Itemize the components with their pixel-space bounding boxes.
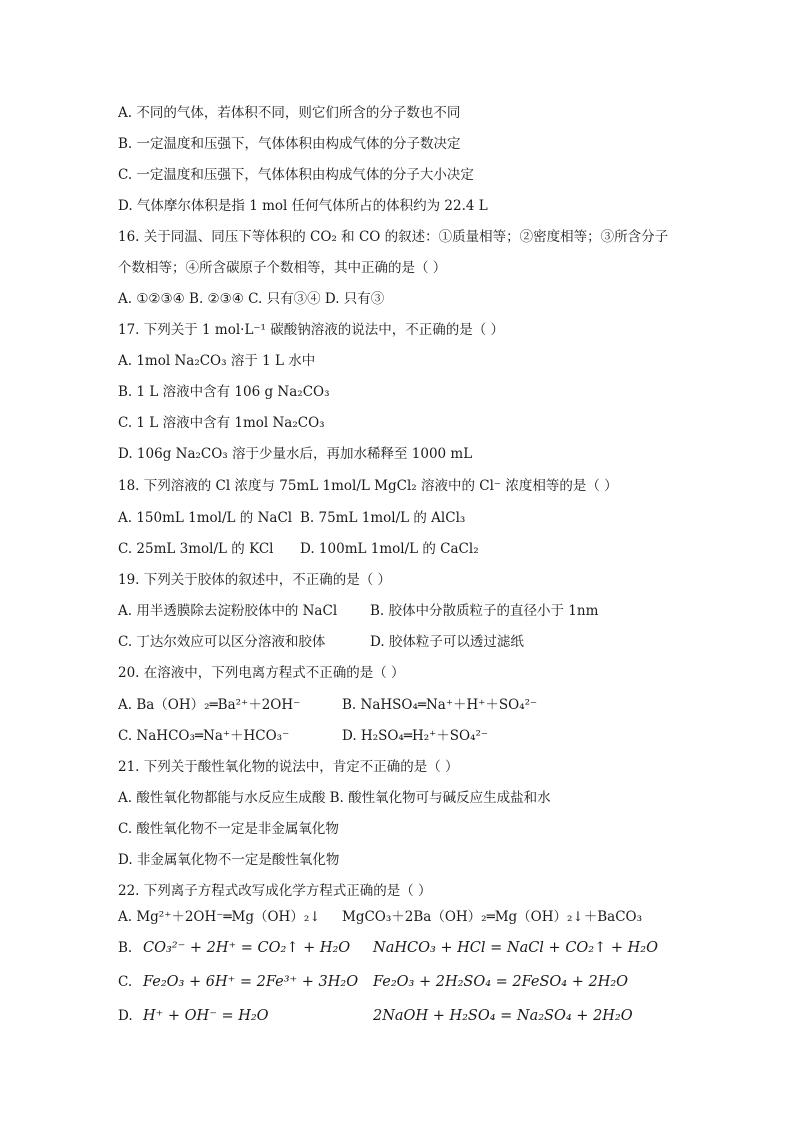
q21-options-ab: A. 酸性氧化物都能与水反应生成酸 B. 酸性氧化物可与碱反应生成盐和水 bbox=[118, 790, 551, 806]
q15-option-d: D. 气体摩尔体积是指 1 mol 任何气体所占的体积约为 22.4 L bbox=[118, 198, 488, 214]
q18-stem: 18. 下列溶液的 Cl 浓度与 75mL 1mol/L MgCl₂ 溶液中的 Cl⁻ 浓度相等的是（ ） bbox=[118, 478, 618, 494]
q20-option-b: B. NaHSO₄═Na⁺＋H⁺＋SO₄²⁻ bbox=[342, 697, 538, 713]
q15-option-b: B. 一定温度和压强下，气体体积由构成气体的分子数决定 bbox=[118, 136, 461, 152]
q22-option-d-ion: H⁺ + OH⁻ = H₂O bbox=[143, 1008, 269, 1024]
q21-option-c: C. 酸性氧化物不一定是非金属氧化物 bbox=[118, 821, 339, 837]
q21-option-d: D. 非金属氧化物不一定是酸性氧化物 bbox=[118, 852, 340, 868]
q18-option-b: B. 75mL 1mol/L 的 AlCl₃ bbox=[300, 510, 466, 526]
q18-option-a: A. 150mL 1mol/L 的 NaCl bbox=[118, 510, 293, 526]
q22-option-c-ion: Fe₂O₃ + 6H⁺ = 2Fe³⁺ + 3H₂O bbox=[143, 974, 359, 990]
q22-option-b-ion: CO₃²⁻ + 2H⁺ = CO₂↑ + H₂O bbox=[143, 940, 351, 956]
q17-option-c: C. 1 L 溶液中含有 1mol Na₂CO₃ bbox=[118, 415, 325, 431]
q22-option-c-label: C. bbox=[118, 974, 133, 990]
q20-option-c: C. NaHCO₃═Na⁺＋HCO₃⁻ bbox=[118, 728, 290, 744]
q15-option-a: A. 不同的气体，若体积不同，则它们所含的分子数也不同 bbox=[118, 105, 461, 121]
q20-stem: 20. 在溶液中，下列电离方程式不正确的是（ ） bbox=[118, 665, 405, 681]
q19-option-a: A. 用半透膜除去淀粉胶体中的 NaCl bbox=[118, 603, 338, 619]
q22-option-b-equation: NaHCO₃ + HCl = NaCl + CO₂↑ + H₂O bbox=[373, 940, 658, 956]
q19-option-b: B. 胶体中分散质粒子的直径小于 1nm bbox=[370, 603, 599, 619]
q19-option-c: C. 丁达尔效应可以区分溶液和胶体 bbox=[118, 634, 326, 650]
q22-stem: 22. 下列离子方程式改写成化学方程式正确的是（ ） bbox=[118, 883, 432, 899]
q22-option-d-label: D. bbox=[118, 1008, 133, 1024]
q18-option-d: D. 100mL 1mol/L 的 CaCl₂ bbox=[300, 541, 479, 557]
q18-option-c: C. 25mL 3mol/L 的 KCl bbox=[118, 541, 274, 557]
q20-option-a: A. Ba（OH）₂═Ba²⁺＋2OH⁻ bbox=[118, 697, 301, 713]
q15-option-c: C. 一定温度和压强下，气体体积由构成气体的分子大小决定 bbox=[118, 167, 474, 183]
q19-option-d: D. 胶体粒子可以透过滤纸 bbox=[370, 634, 524, 650]
q16-options: A. ①②③④ B. ②③④ C. 只有③④ D. 只有③ bbox=[118, 291, 385, 307]
q17-option-d: D. 106g Na₂CO₃ 溶于少量水后，再加水稀释至 1000 mL bbox=[118, 446, 473, 462]
q16-stem-line-1: 16. 关于同温、同压下等体积的 CO₂ 和 CO 的叙述：①质量相等；②密度相等；③所含分子 bbox=[118, 229, 669, 245]
q22-option-a-equation: MgCO₃＋2Ba（OH）₂═Mg（OH）₂↓＋BaCO₃ bbox=[342, 909, 643, 925]
q16-stem-line-2: 个数相等；④所含碳原子个数相等，其中正确的是（ ） bbox=[118, 260, 447, 276]
q17-option-a: A. 1mol Na₂CO₃ 溶于 1 L 水中 bbox=[118, 353, 316, 369]
q22-option-a-ion: A. Mg²⁺＋2OH⁻═Mg（OH）₂↓ bbox=[118, 909, 321, 925]
q22-option-d-equation: 2NaOH + H₂SO₄ = Na₂SO₄ + 2H₂O bbox=[373, 1008, 633, 1024]
q17-stem: 17. 下列关于 1 mol·L⁻¹ 碳酸钠溶液的说法中，不正确的是（ ） bbox=[118, 322, 505, 338]
q17-option-b: B. 1 L 溶液中含有 106 g Na₂CO₃ bbox=[118, 384, 330, 400]
q20-option-d: D. H₂SO₄═H₂⁺＋SO₄²⁻ bbox=[342, 728, 489, 744]
q22-option-c-equation: Fe₂O₃ + 2H₂SO₄ = 2FeSO₄ + 2H₂O bbox=[373, 974, 629, 990]
q22-option-b-label: B. bbox=[118, 940, 133, 956]
q19-stem: 19. 下列关于胶体的叙述中，不正确的是（ ） bbox=[118, 572, 392, 588]
q21-stem: 21. 下列关于酸性氧化物的说法中，肯定不正确的是（ ） bbox=[118, 759, 459, 775]
